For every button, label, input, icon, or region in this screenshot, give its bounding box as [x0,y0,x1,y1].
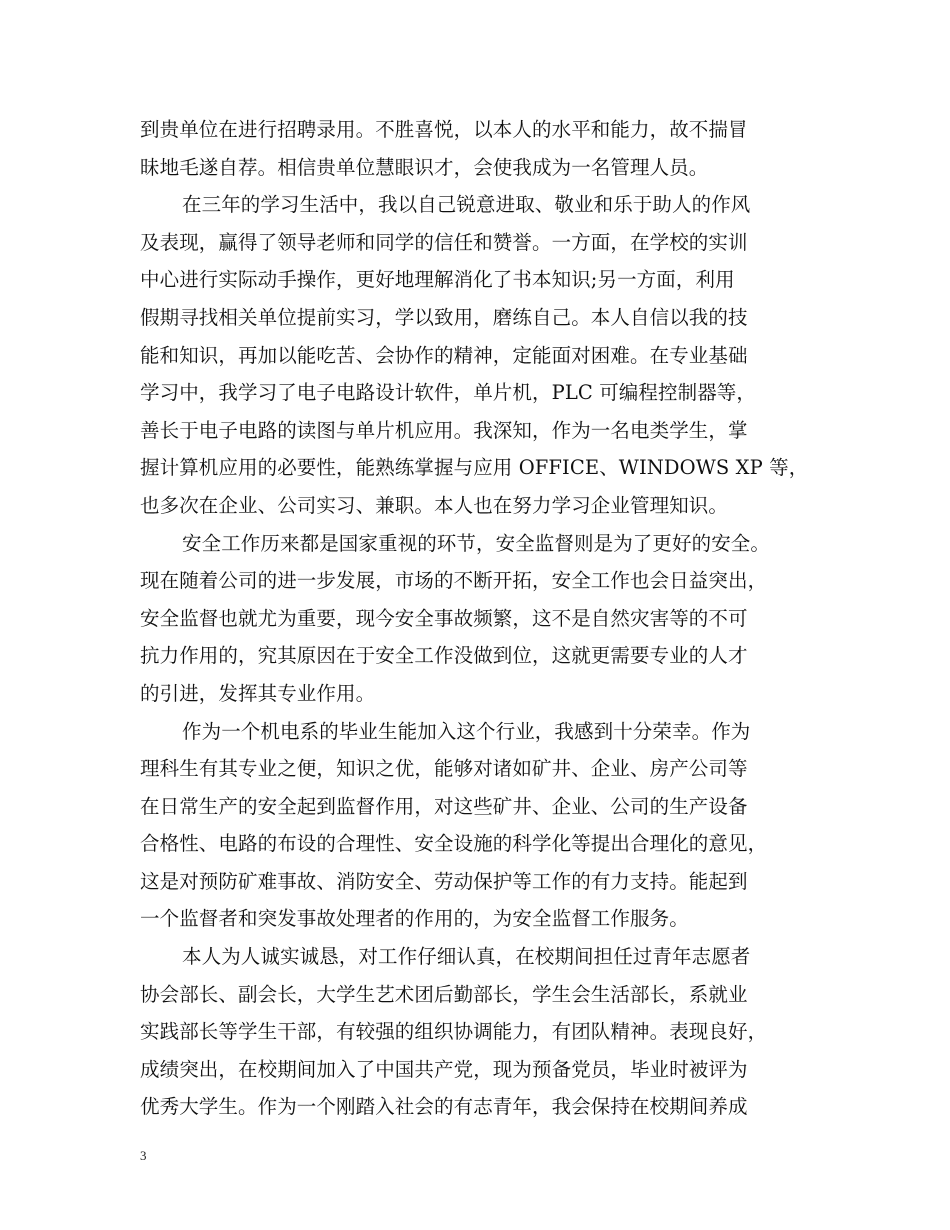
text-line: 握计算机应用的必要性，能熟练掌握与应用 OFFICE、WINDOWS XP 等， [140,456,809,480]
text-line: 安全工作历来都是国家重视的环节，安全监督则是为了更好的安全。 [182,531,771,555]
text-line: 能和知识，再加以能吃苦、会协作的精神，定能面对困难。在专业基础 [140,343,748,367]
text-line: 在日常生产的安全起到监督作用，对这些矿井、企业、公司的生产设备 [140,794,748,818]
text-line: 一个监督者和突发事故处理者的作用的，为安全监督工作服务。 [140,907,689,931]
text-line: 安全监督也就尤为重要，现今安全事故频繁，这不是自然灾害等的不可 [140,606,748,630]
text-line: 假期寻找相关单位提前实习，学以致用，磨练自己。本人自信以我的技 [140,305,748,329]
text-line: 实践部长等学生干部，有较强的组织协调能力，有团队精神。表现良好， [140,1020,768,1044]
page-number: 3 [140,1148,147,1163]
text-line: 的引进，发挥其专业作用。 [140,681,376,705]
text-line: 作为一个机电系的毕业生能加入这个行业，我感到十分荣幸。作为 [182,719,751,743]
text-line: 也多次在企业、公司实习、兼职。本人也在努力学习企业管理知识。 [140,493,729,517]
text-line: 协会部长、副会长，大学生艺术团后勤部长，学生会生活部长，系就业 [140,982,748,1006]
text-line: 到贵单位在进行招聘录用。不胜喜悦，以本人的水平和能力，故不揣冒 [140,118,748,141]
text-line: 理科生有其专业之便，知识之优，能够对诸如矿井、企业、房产公司等 [140,757,748,781]
paragraph-5 [140,938,820,1126]
text-line: 中心进行实际动手操作，更好地理解消化了书本知识;另一方面，利用 [140,268,735,292]
text-line: 及表现，赢得了领导老师和同学的信任和赞誉。一方面，在学校的实训 [140,230,748,254]
text-line: 抗力作用的，究其原因在于安全工作没做到位，这就更需要专业的人才 [140,644,748,668]
text-line: 合格性、电路的布设的合理性、安全设施的科学化等提出合理化的意见， [140,832,768,856]
paragraph-2 [140,186,820,524]
text-line: 本人为人诚实诚恳，对工作仔细认真，在校期间担任过青年志愿者 [182,945,751,969]
text-line: 成绩突出，在校期间加入了中国共产党，现为预备党员，毕业时被评为 [140,1057,748,1081]
document-body [140,111,820,1126]
text-line: 这是对预防矿难事故、消防安全、劳动保护等工作的有力支持。能起到 [140,869,748,893]
text-line: 学习中，我学习了电子电路设计软件，单片机，PLC 可编程控制器等， [140,381,756,405]
paragraph-3 [140,525,820,713]
paragraph-1 [140,111,820,186]
text-line: 善长于电子电路的读图与单片机应用。我深知，作为一名电类学生，掌 [140,418,748,442]
text-line: 在三年的学习生活中，我以自己锐意进取、敬业和乐于助人的作风 [182,193,751,217]
text-line: 昧地毛遂自荐。相信贵单位慧眼识才，会使我成为一名管理人员。 [140,155,709,179]
text-line: 优秀大学生。作为一个刚踏入社会的有志青年，我会保持在校期间养成 [140,1095,748,1119]
paragraph-4 [140,713,820,939]
text-line: 现在随着公司的进一步发展，市场的不断开拓，安全工作也会日益突出， [140,569,768,593]
